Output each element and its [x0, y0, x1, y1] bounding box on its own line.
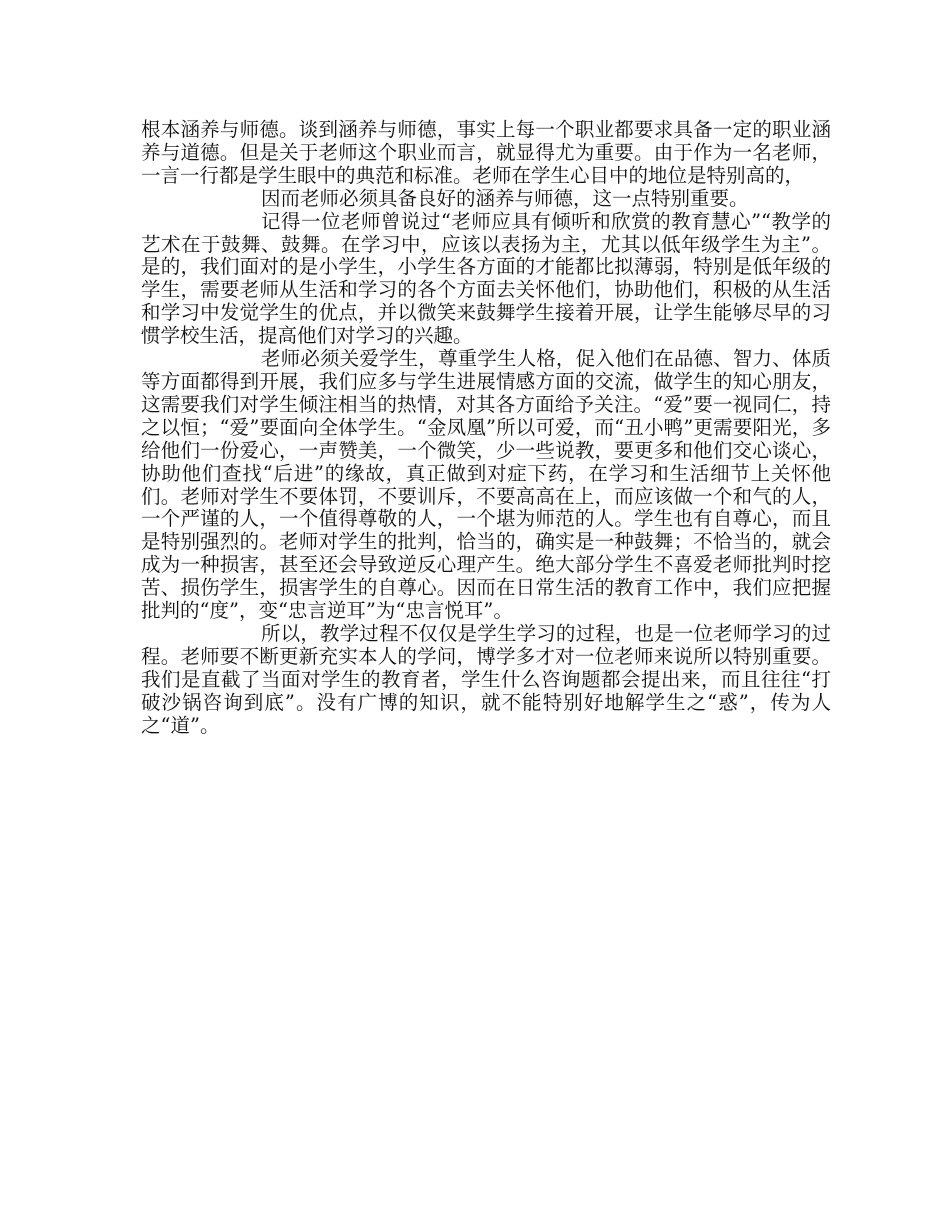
- paragraph-4: 老师必须关爱学生，尊重学生人格，促入他们在品德、智力、体质等方面都得到开展，我们应多与学生进展情感方面的交流，做学生的知心朋友，这需要我们对学生倾注相当的热情，对其各方面给予关注。“爱”要一视同仁，持之以恒；“爱”要面向全体学生。“金凤凰”所以可爱，而“丑小鸭”更需要阳光，多给他们一份爱心，一声赞美，一个微笑，少一些说教，要更多和他们交心谈心，协助他们查找“后进”的缘故，真正做到对症下药，在学习和生活细节上关怀他们。老师对学生不要体罚，不要训斥，不要高高在上，而应该做一个和气的人，一个严谨的人，一个值得尊敬的人，一个堪为师范的人。学生也有自尊心，而且是特别强烈的。老师对学生的批判，恰当的，确实是一种鼓舞；不恰当的，就会成为一种损害，甚至还会导致逆反心理产生。绝大部分学生不喜爱老师批判时挖苦、损伤学生，损害学生的自尊心。因而在日常生活的教育工作中，我们应把握批判的“度”，变“忠言逆耳”为“忠言悦耳”。: [141, 347, 831, 623]
- document-body: [141, 119, 831, 737]
- paragraph-1: 根本涵养与师德。谈到涵养与师德，事实上每一个职业都要求具备一定的职业涵养与道德。但是关于老师这个职业而言，就显得尤为重要。由于作为一名老师，一言一行都是学生眼中的典范和标准。老师在学生心目中的地位是特别高的，: [141, 118, 831, 187]
- paragraph-2: 因而老师必须具备良好的涵养与师德，这一点特别重要。: [261, 186, 749, 210]
- paragraph-5: 所以，教学过程不仅仅是学生学习的过程，也是一位老师学习的过程。老师要不断更新充实本人的学问，博学多才对一位老师来说所以特别重要。我们是直截了当面对学生的教育者，学生什么咨询题都会提出来，而且往往“打破沙锅咨询到底”。没有广博的知识，就不能特别好地解学生之“惑”，传为人之“道”。: [141, 621, 831, 737]
- paragraph-3: 记得一位老师曾说过“老师应具有倾听和欣赏的教育慧心”“教学的艺术在于鼓舞、鼓舞。在学习中，应该以表扬为主，尤其以低年级学生为主”。是的，我们面对的是小学生，小学生各方面的才能都比拟薄弱，特别是低年级的学生，需要老师从生活和学习的各个方面去关怀他们，协助他们，积极的从生活和学习中发觉学生的优点，并以微笑来鼓舞学生接着开展，让学生能够尽早的习惯学校生活，提高他们对学习的兴趣。: [141, 209, 831, 348]
